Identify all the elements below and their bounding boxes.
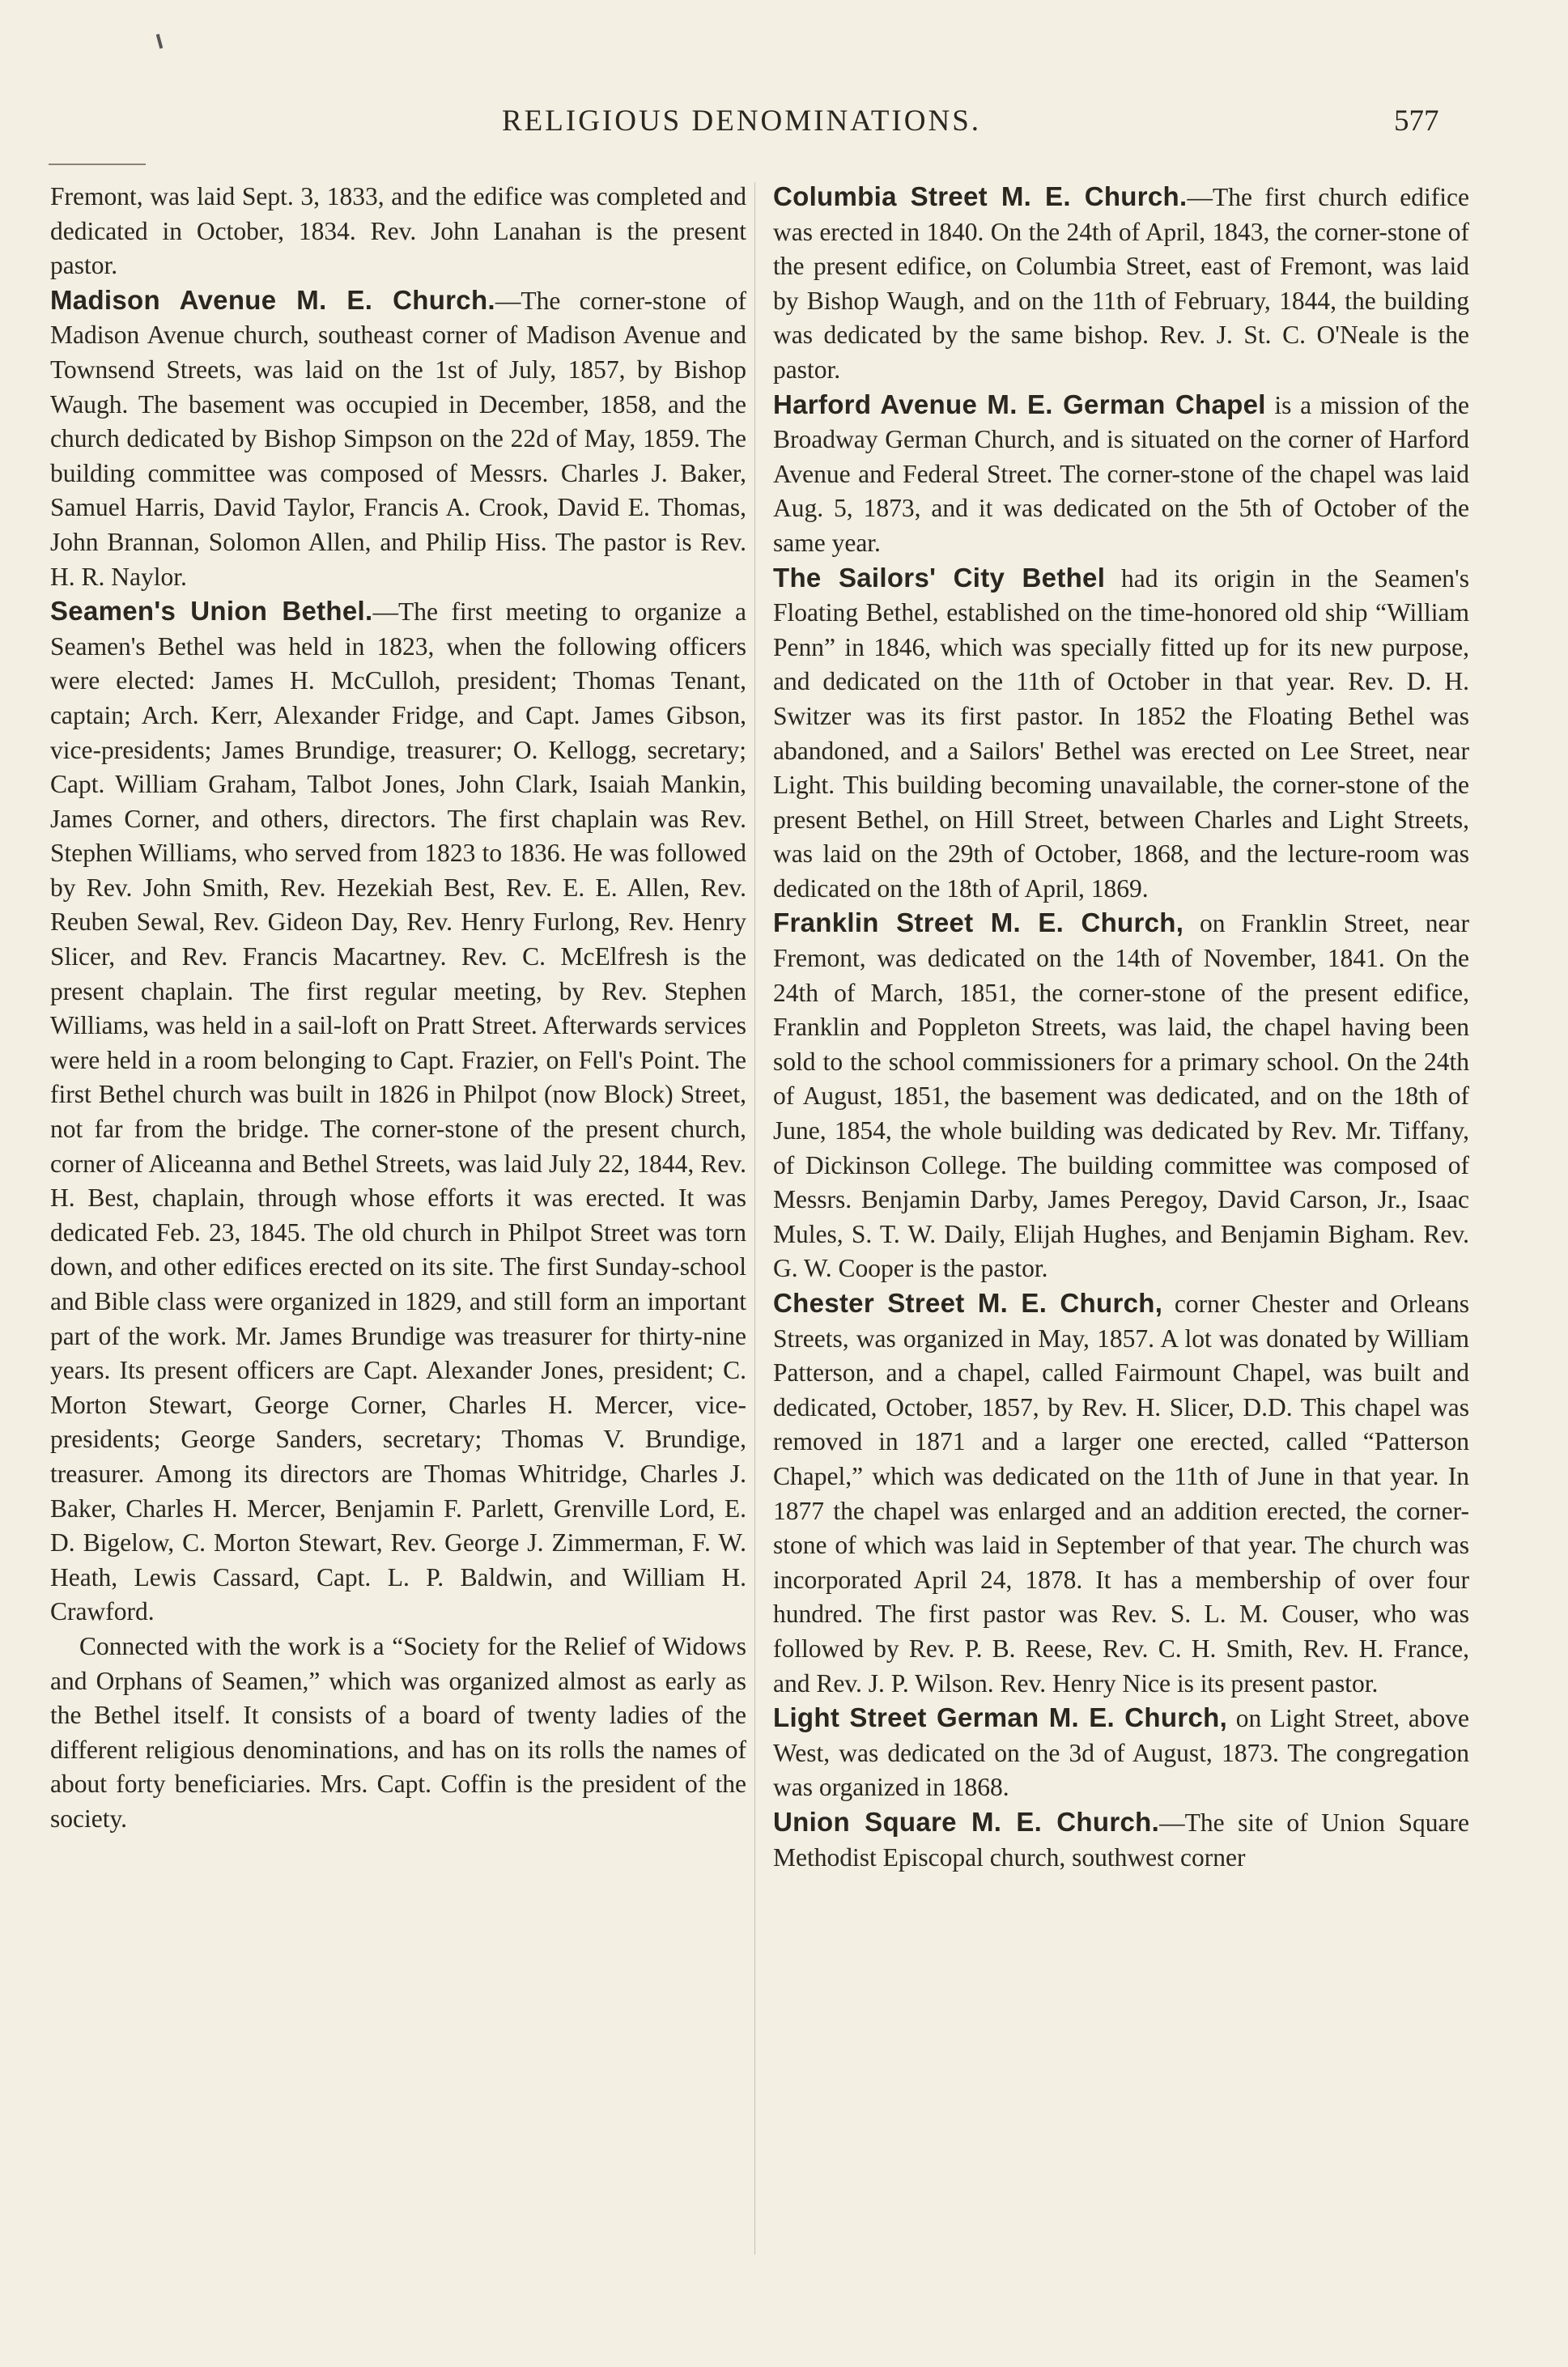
entry-sailors-city-bethel — [773, 561, 1469, 907]
entry-heading: Harford Avenue M. E. German Chapel — [773, 389, 1266, 419]
entry-text: on Franklin Street, near Fremont, was dedicated on the 14th of November, 1841. On the 24th of March, 1851, the corner-stone of the present edifice, Franklin and Poppleton Streets, was laid, the chapel having been sold to the school commissioners for a primary school. On the 24th of August, 1851, the basement was dedicated, and on the 18th of June, 1854, the whole building was dedicated by Rev. Mr. Tiffany, of Dickinson College. The building committee was composed of Messrs. Benjamin Darby, James Peregoy, David Carson, Jr., Isaac Mules, S. T. W. Daily, Elijah Hughes, and Benjamin Bigham. Rev. G. W. Cooper is the pastor. — [773, 909, 1470, 1283]
entry-heading: The Sailors' City Bethel — [773, 562, 1106, 593]
entry-heading: Light Street German M. E. Church, — [773, 1702, 1228, 1733]
entry-heading: Seamen's Union Bethel. — [50, 596, 373, 627]
running-title: RELIGIOUS DENOMINATIONS. — [502, 104, 982, 138]
entry-text: is a mission of the Broadway German Church, and is situated on the corner of Harford Avenue and Federal Street. The corner-stone of the chapel was laid Aug. 5, 1873, and it was dedicated on the 5th of October of the same year. — [773, 390, 1469, 557]
continued-paragraph: Fremont, was laid Sept. 3, 1833, and the edifice was completed and dedicated in October, 1834. Rev. John Lanahan is the present pastor. — [50, 182, 746, 280]
left-column — [50, 180, 746, 1837]
entry-franklin-street — [773, 906, 1469, 1286]
entry-harford-avenue — [773, 388, 1469, 561]
right-column — [773, 180, 1469, 1875]
column-divider — [754, 182, 755, 2254]
entry-heading: Franklin Street M. E. Church, — [773, 907, 1184, 938]
entry-text: —The corner-stone of Madison Avenue church, southeast corner of Madison Avenue and Townsend Streets, was laid on the 1st of July, 1857, by Bishop Waugh. The basement was occupied in December, 1858, and the church dedicated by Bishop Simpson on the 22d of May, 1859. The building committee was composed of Messrs. Charles J. Baker, Samuel Harris, David Taylor, Francis A. Crook, David E. Thomas, John Brannan, Solomon Allen, and Philip Hiss. The pastor is Rev. H. R. Naylor. — [50, 286, 746, 591]
entry-madison-avenue — [50, 283, 746, 594]
entry-chester-street — [773, 1286, 1469, 1701]
entry-text: —The site of Union Square Methodist Episcopal church, southwest corner — [773, 1808, 1469, 1872]
entry-heading: Columbia Street M. E. Church. — [773, 181, 1188, 211]
header-rule — [49, 164, 146, 165]
society-paragraph: Connected with the work is a “Society for the Relief of Widows and Orphans of Seamen,” which was organized almost as early as the Bethel itself. It consists of a board of twenty ladies of the different religious denominations, and has on its rolls the names of about forty beneficiaries. Mrs. Capt. Coffin is the president of the society. — [50, 1631, 746, 1833]
entry-text: on Light Street, above West, was dedicated on the 3d of August, 1873. The congregation was organized in 1868. — [773, 1704, 1470, 1802]
entry-text: had its origin in the Seamen's Floating Bethel, established on the time-honored old ship “William Penn” in 1846, which was specially fitted up for its new purpose, and dedicated on the 11th of October in that year. Rev. D. H. Switzer was its first pastor. In 1852 the Floating Bethel was abandoned, and a Sailors' Bethel was erected on Lee Street, near Light. This building becoming unavailable, the corner-stone of the present Bethel, on Hill Street, between Charles and Light Streets, was laid on the 29th of October, 1868, and the lecture-room was dedicated on the 18th of April, 1869. — [773, 563, 1469, 903]
entry-heading: Chester Street M. E. Church, — [773, 1288, 1163, 1318]
page-header — [0, 104, 1568, 152]
entry-text: —The first church edifice was erected in 1840. On the 24th of April, 1843, the corner-stone of the present edifice, on Columbia Street, east of Fremont, was laid by Bishop Waugh, and on the 11th of February, 1844, the building was dedicated by the same bishop. Rev. J. St. C. O'Neale is the pastor. — [773, 183, 1469, 384]
entry-text: corner Chester and Orleans Streets, was organized in May, 1857. A lot was donated by William Patterson, and a chapel, called Fairmount Chapel, was built and dedicated, October, 1857, by Rev. H. Slicer, D.D. This chapel was removed in 1871 and a larger one erected, called “Patterson Chapel,” which was dedicated on the 11th of June in that year. In 1877 the chapel was enlarged and an addition erected, the corner-stone of which was laid in September of that year. The church was incorporated April 24, 1878. It has a membership of over four hundred. The first pastor was Rev. S. L. M. Couser, who was followed by Rev. P. B. Reese, Rev. C. H. Smith, Rev. H. France, and Rev. J. P. Wilson. Rev. Henry Nice is its present pastor. — [773, 1290, 1470, 1698]
entry-seamens-union-bethel — [50, 594, 746, 1630]
entry-heading: Union Square M. E. Church. — [773, 1806, 1160, 1837]
entry-text: —The first meeting to organize a Seamen's Bethel was held in 1823, when the following officers were elected: James H. McCulloh, president; Thomas Tenant, captain; Arch. Kerr, Alexander Fridge, and Capt. James Gibson, vice-presidents; James Brundige, treasurer; O. Kellogg, secretary; Capt. William Graham, Talbot Jones, John Clark, Isaiah Mankin, James Corner, and others, directors. The first chaplain was Rev. Stephen Williams, who served from 1823 to 1836. He was followed by Rev. John Smith, Rev. Hezekiah Best, Rev. E. E. Allen, Rev. Reuben Sewal, Rev. Gideon Day, Rev. Henry Furlong, Rev. Henry Slicer, and Rev. Francis Macartney. Rev. C. McElfresh is the present chaplain. The first regular meeting, by Rev. Stephen Williams, was held in a sail-loft on Pratt Street. Afterwards services were held in a room belonging to Capt. Frazier, on Fell's Point. The first Bethel church was built in 1826 in Philpot (now Block) Street, not far from the bridge. The corner-stone of the present church, corner of Aliceanna and Bethel Streets, was laid July 22, 1844, Rev. H. Best, chaplain, through whose efforts it was erected. It was dedicated Feb. 23, 1845. The old church in Philpot Street was torn down, and other edifices erected on its site. The first Sunday-school and Bible class were organized in 1829, and still form an important part of the work. Mr. James Brundige was treasurer for thirty-nine years. Its present officers are Capt. Alexander Jones, president; C. Morton Stewart, George Corner, Charles H. Mercer, vice-presidents; George Sanders, secretary; Thomas V. Brundige, treasurer. Among its directors are Thomas Whitridge, Charles J. Baker, Charles H. Mercer, Benjamin F. Parlett, Grenville Lord, E. D. Bigelow, C. Morton Stewart, Rev. George J. Zimmerman, F. W. Heath, Lewis Cassard, Capt. L. P. Baldwin, and William H. Crawford. — [50, 597, 747, 1626]
entry-light-street-german — [773, 1701, 1469, 1805]
entry-columbia-street — [773, 180, 1469, 388]
entry-union-square — [773, 1805, 1469, 1875]
entry-heading: Madison Avenue M. E. Church. — [50, 284, 495, 315]
printer-mark — [156, 34, 164, 49]
page-number: 577 — [1394, 104, 1439, 138]
